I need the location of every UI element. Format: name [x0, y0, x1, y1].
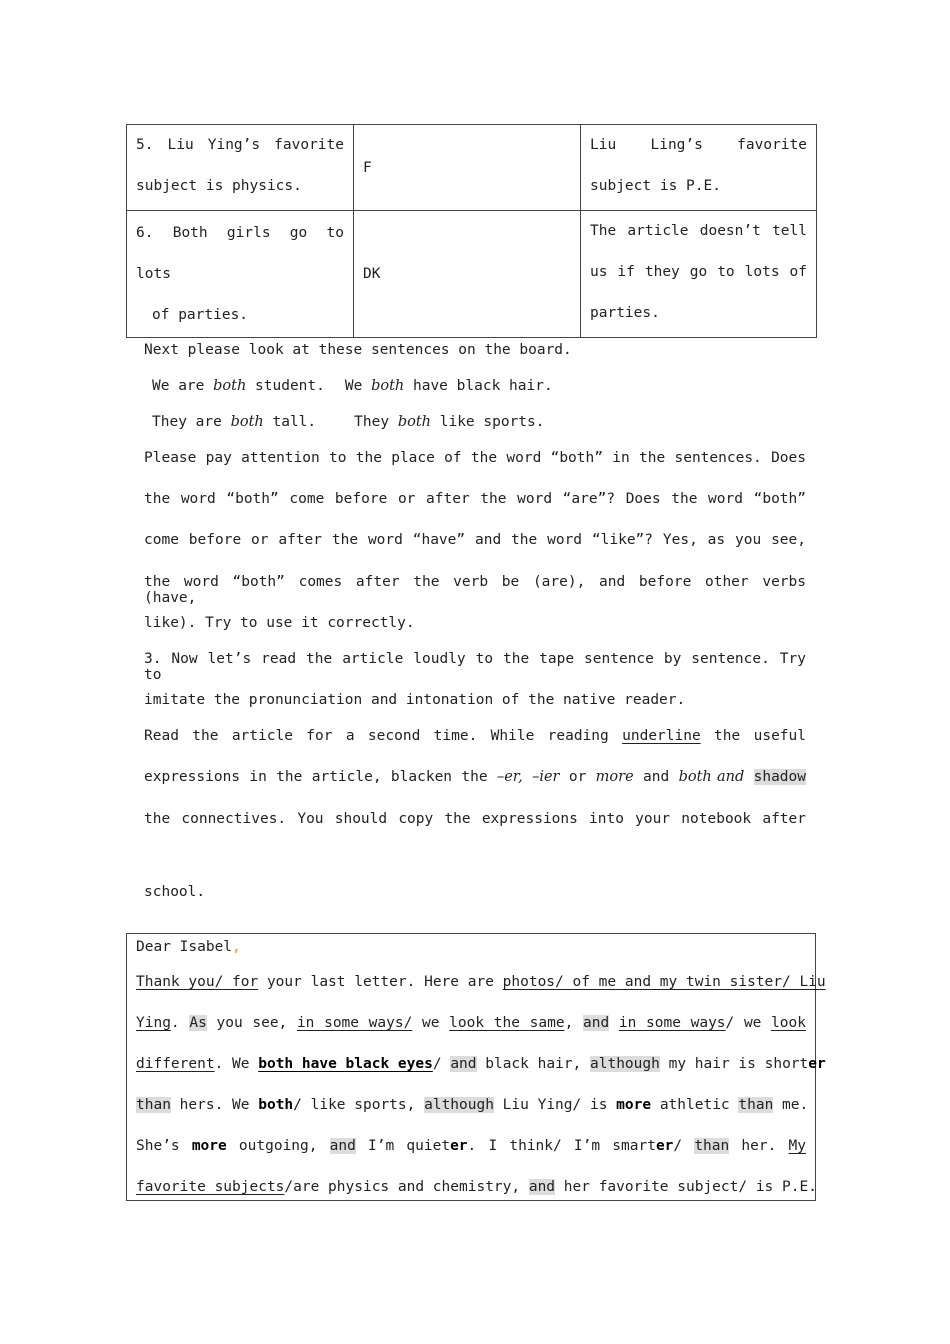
more-word: more — [191, 1138, 227, 1154]
statement-cell — [127, 211, 354, 338]
step3-line: 3. Now let’s read the article loudly to the tape sentence by sentence. Try to — [144, 651, 806, 683]
text: We are — [152, 378, 214, 394]
text: Read the article for a second time. While reading — [144, 728, 623, 744]
text: my hair is short — [659, 1056, 809, 1072]
connective: although — [424, 1097, 494, 1113]
connective: and — [329, 1138, 356, 1154]
table-row — [127, 125, 817, 211]
letter-line — [136, 1015, 806, 1031]
connective: although — [590, 1056, 660, 1072]
text: /are physics and chemistry, — [284, 1179, 529, 1195]
expr: favorite subjects — [136, 1179, 285, 1195]
letter-greeting — [136, 939, 241, 955]
text: / — [673, 1138, 695, 1154]
statement-line: subject is physics. — [136, 178, 302, 194]
text: your last letter. Here are — [258, 974, 503, 990]
text: I’m quiet — [355, 1138, 451, 1154]
letter-box — [126, 933, 826, 1201]
text: outgoing, — [226, 1138, 330, 1154]
reason-cell — [581, 125, 817, 211]
text: , — [564, 1015, 583, 1031]
expr: look the same — [449, 1015, 565, 1031]
instruction-line — [144, 769, 806, 785]
text: / we — [725, 1015, 772, 1031]
suffix: er — [655, 1138, 674, 1154]
both-word: both — [397, 414, 431, 430]
text: Dear Isabel — [136, 939, 233, 955]
text: and — [633, 769, 679, 785]
statement-line: 5. Liu Ying’s favorite — [136, 137, 344, 153]
statement-line: of parties. — [152, 306, 249, 323]
letter-line — [136, 1138, 806, 1154]
explain-line: come before or after the word “have” and the word “like”? Yes, as you see, — [144, 532, 806, 548]
text: / — [432, 1056, 451, 1072]
both-word: both — [213, 378, 247, 394]
text: have black hair. — [404, 378, 553, 394]
text: her favorite subject/ is P.E. — [555, 1179, 817, 1195]
er-suffix: –er, — [496, 769, 523, 785]
connective: and — [582, 1015, 610, 1031]
both-word: both — [371, 378, 405, 394]
letter-line — [136, 1097, 809, 1113]
suffix: er — [450, 1138, 468, 1154]
letter-line — [136, 1056, 826, 1072]
shadow-example: shadow — [753, 769, 806, 785]
instruction-line: the connectives. You should copy the expressions into your notebook after — [144, 811, 806, 827]
true-false-table — [126, 124, 817, 338]
comma-mark: , — [232, 939, 241, 955]
text: tall. — [263, 414, 317, 430]
text: They are — [152, 414, 231, 430]
expr: different — [136, 1056, 215, 1072]
text: expressions in the article, blacken the — [144, 769, 497, 785]
explain-line: the word “both” comes after the verb be (are), and before other verbs (have, — [144, 574, 806, 606]
text: student. — [246, 378, 325, 394]
text: or — [559, 769, 596, 785]
explain-line: like). Try to use it correctly. — [144, 615, 415, 631]
text: the useful — [700, 728, 806, 744]
letter-line — [136, 1179, 817, 1195]
connective: and — [450, 1056, 477, 1072]
board-sentence-1 — [152, 378, 553, 394]
text: They — [354, 414, 398, 430]
expr: both have black eyes — [258, 1056, 433, 1072]
statement-line: 6. Both girls go to lots — [136, 224, 344, 282]
connective: than — [136, 1097, 171, 1113]
explain-line: Please pay attention to the place of the word “both” in the sentences. Does — [144, 450, 806, 466]
suffix: er — [808, 1056, 826, 1072]
both-and: both and — [678, 769, 745, 785]
reason-line: Liu Ling’s favorite — [590, 137, 807, 153]
expr: Ying — [136, 1015, 171, 1031]
instruction-line: school. — [144, 884, 206, 900]
text: She’s — [136, 1138, 192, 1154]
text: like sports. — [431, 414, 545, 430]
expr: photos/ of me and my twin sister/ Liu — [502, 974, 826, 990]
expr: in some ways/ — [296, 1015, 413, 1031]
reason-line: us if they go to lots of — [590, 264, 807, 280]
answer-cell: DK — [354, 211, 581, 338]
more-word: more — [595, 769, 634, 785]
text — [609, 1015, 619, 1031]
both-word: both — [258, 1097, 294, 1113]
underline-example: underline — [622, 728, 701, 744]
expr: look — [771, 1015, 806, 1031]
text: her. — [729, 1138, 789, 1154]
letter-line — [136, 974, 826, 990]
connective: As — [189, 1015, 207, 1031]
text: We — [344, 378, 372, 394]
expr: Thank you/ for — [136, 974, 259, 990]
connective: and — [528, 1179, 556, 1195]
text: / like sports, — [293, 1097, 425, 1113]
reason-cell — [581, 211, 817, 338]
text: athletic — [651, 1097, 739, 1113]
text: . We — [214, 1056, 259, 1072]
expr: in some ways — [618, 1015, 726, 1031]
answer-cell: F — [354, 125, 581, 211]
text: we — [412, 1015, 450, 1031]
instruction-line — [144, 728, 806, 744]
expr: My — [788, 1138, 806, 1154]
explain-line: the word “both” come before or after the word “are”? Does the word “both” — [144, 491, 806, 507]
text: . — [170, 1015, 180, 1031]
text: black hair, — [476, 1056, 591, 1072]
board-sentence-2 — [152, 414, 545, 430]
reason-line: subject is P.E. — [590, 178, 721, 194]
connective: than — [738, 1097, 774, 1113]
both-word: both — [230, 414, 264, 430]
table-row — [127, 211, 817, 338]
step3-line: imitate the pronunciation and intonation of the native reader. — [144, 692, 686, 708]
board-intro: Next please look at these sentences on the board. — [144, 342, 572, 358]
text: Liu Ying/ is — [493, 1097, 617, 1113]
ier-suffix: –ier — [532, 769, 560, 785]
connective: than — [694, 1138, 730, 1154]
text: hers. We — [170, 1097, 259, 1113]
text: you see, — [206, 1015, 297, 1031]
reason-line: The article doesn’t tell — [590, 223, 807, 239]
more-word: more — [616, 1097, 652, 1113]
text: . I think/ I’m smart — [467, 1138, 656, 1154]
statement-cell — [127, 125, 354, 211]
reason-line: parties. — [590, 305, 660, 321]
text: me. — [773, 1097, 809, 1113]
